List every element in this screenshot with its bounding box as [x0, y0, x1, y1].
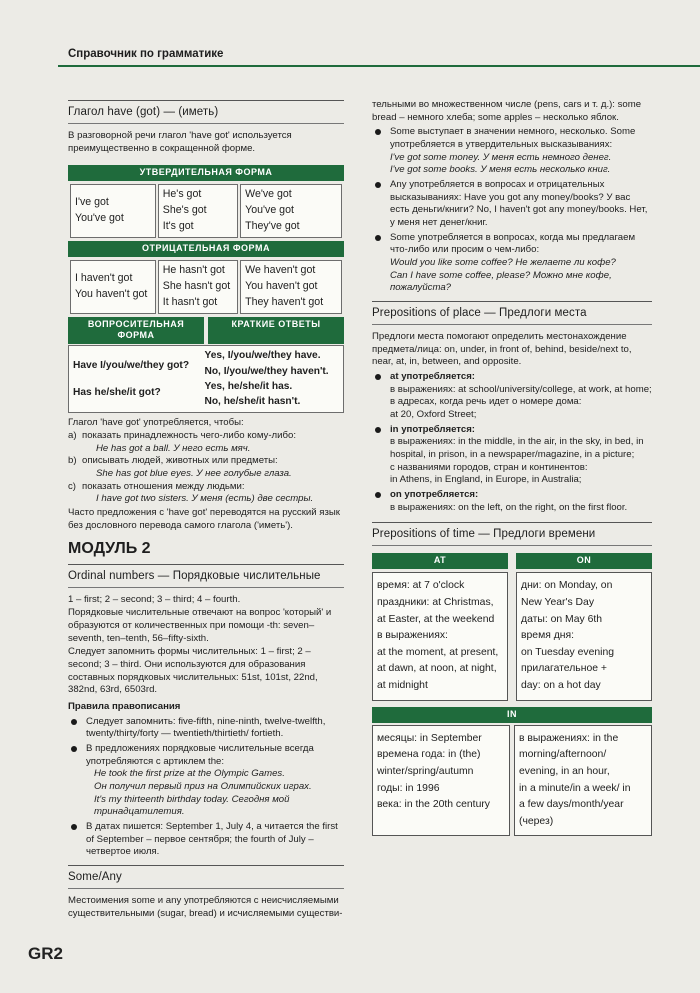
place-title: Prepositions of place — Предлоги места: [372, 301, 652, 325]
negative-cell-1: [70, 260, 156, 314]
ordinals-p1: 1 – first; 2 – second; 3 – third; 4 – fourth.: [68, 593, 241, 605]
time-line: New Year's Day: [521, 596, 595, 608]
page-header: Справочник по грамматике: [68, 48, 224, 60]
time-line: a few days/month/year: [519, 799, 624, 811]
ordinals-title: Ordinal numbers — Порядковые числительные: [68, 564, 344, 588]
bullet-example: Can I have some coffee, please? Можно мне кофе, пожалуйста?: [390, 269, 612, 294]
form-line: They haven't got: [245, 295, 324, 308]
affirmative-table: [68, 182, 344, 240]
place-at-l3: at 20, Oxford Street;: [390, 408, 477, 420]
left-column: [68, 100, 344, 921]
question-cell: [68, 345, 200, 412]
on-label: ON: [516, 553, 652, 569]
place-intro: Предлоги места помогают определить местонахождение предмета/лица: on, under, in front of, behind, beside/next to, near, at, in, between, and opposite.: [372, 331, 632, 368]
short-answers-cell: [200, 345, 344, 412]
time-line: on Tuesday evening: [521, 646, 615, 658]
in-box-right: [514, 725, 652, 837]
time-line: прилагательное +: [521, 663, 607, 675]
page-number: GR2: [28, 944, 63, 963]
time-line: дни: on Monday, on: [521, 580, 613, 592]
time-line: годы: in 1996: [377, 782, 440, 794]
bullet-example: I've got some books. У меня есть несколько книг.: [390, 164, 611, 176]
time-line: время дня:: [521, 630, 575, 642]
usage-text: показать отношения между людьми:: [82, 480, 245, 492]
question-short-labels: [68, 316, 344, 346]
rule-2-ex-1: He took the first prize at the Olympic Games.: [94, 768, 285, 780]
place-on: [372, 489, 652, 514]
time-line: праздники: at Christmas,: [377, 596, 494, 608]
some-any-bullet: [372, 232, 652, 295]
form-line: It's got: [162, 220, 194, 233]
time-line: месяцы: in September: [377, 732, 482, 744]
some-any-continued: тельными во множественном числе (pens, cars и т. д.): some bread – немного хлеба; some apples – несколько яблок.: [372, 99, 642, 123]
time-line: (через): [519, 815, 554, 827]
usage-item: [68, 481, 344, 506]
place-on-l1: в выражениях: on the left, on the right, on the first floor.: [390, 501, 628, 513]
some-any-bullets: [372, 126, 652, 295]
place-at-l2: в адресах, когда речь идет о номере дома:: [390, 396, 582, 408]
form-line: I haven't got: [75, 271, 133, 284]
at-box: [372, 572, 508, 700]
usage-text: описывать людей, животных или предметы:: [82, 455, 278, 467]
place-at-head: at употребляется:: [390, 370, 476, 382]
time-line: morning/afternoon/: [519, 749, 607, 761]
form-line: He's got: [162, 188, 202, 201]
bullet-text: Some употребляется в вопросах, когда мы предлагаем что-либо или просим о чем-либо:: [390, 231, 636, 256]
negative-cell-2: [158, 260, 238, 314]
time-line: in a minute/in a week/ in: [519, 782, 631, 794]
answer-1: Yes, I/you/we/they have.: [204, 350, 321, 362]
at-on-boxes: [372, 572, 652, 700]
form-line: You haven't got: [245, 279, 318, 292]
time-line: времена года: in (the): [377, 749, 481, 761]
spelling-rules-list: [68, 716, 344, 859]
time-line: at dawn, at noon, at night,: [377, 663, 497, 675]
rule-3: В датах пишется: September 1, July 4, а читается the first of September – первое сентября; the fourth of July – четвертое июля.: [68, 821, 344, 859]
have-got-intro: В разговорной речи глагол 'have got' используется преимущественно в сокращенной форме.: [68, 130, 292, 154]
usage-body: [82, 481, 313, 506]
answer-2: No, I/you/we/they haven't.: [204, 365, 329, 377]
header-rule: [58, 65, 700, 67]
affirmative-label: УТВЕРДИТЕЛЬНАЯ ФОРМА: [68, 165, 344, 181]
in-box-left: [372, 725, 510, 837]
affirmative-cell-1: [70, 184, 156, 238]
time-line: at the moment, at present,: [377, 646, 499, 658]
some-any-bullet: [372, 179, 652, 230]
bullet-example: I've got some money. У меня есть немного денег.: [390, 151, 612, 163]
question-table: [68, 345, 344, 412]
time-line: в выражениях: in the: [519, 732, 619, 744]
time-line: время: at 7 o'clock: [377, 580, 465, 592]
form-line: She's got: [162, 204, 207, 217]
negative-cell-3: [240, 260, 342, 314]
place-on-head: on употребляется:: [390, 488, 479, 500]
time-line: at Easter, at the weekend: [377, 613, 495, 625]
place-in-head: in употребляется:: [390, 423, 475, 435]
rule-1: Следует запомнить: five-fifth, nine-ninth, twelve-twelfth, twenty/thirty/forty — twentieth/thirtieth/ fortieth.: [68, 716, 344, 741]
ordinals-p2: Порядковые числительные отвечают на вопрос 'который' и образуются от количественных при помощи -th: seven–seventh, ten–tenth, 56–fifty-sixth.: [68, 607, 332, 644]
some-any-text: Местоимения some и any употребляются с неисчисляемыми существительными (sugar, bread) и исчисляемыми существи-: [68, 895, 343, 919]
usage-example: I have got two sisters. У меня (есть) две сестры.: [96, 493, 314, 505]
time-line: at midnight: [377, 680, 428, 692]
in-boxes: [372, 725, 652, 837]
usage-intro: Глагол 'have got' употребляется, чтобы:: [68, 416, 244, 428]
have-got-title: Глагол have (got) — (иметь): [68, 100, 344, 124]
affirmative-cell-3: [240, 184, 342, 238]
spelling-rules-title: Правила правописания: [68, 700, 181, 712]
place-in-l2: с названиями городов, стран и континентов:: [390, 461, 588, 473]
place-in-l1: в выражениях: in the middle, in the air, in the sky, in bed, in hospital, in prison, in a newspaper/magazine, in a picture;: [390, 436, 644, 460]
short-answers-label: КРАТКИЕ ОТВЕТЫ: [208, 317, 344, 345]
place-at-l1: в выражениях: at school/university/college, at work, at home;: [390, 383, 652, 395]
question-label: ВОПРОСИТЕЛЬНАЯ ФОРМА: [68, 317, 204, 345]
time-line: века: in the 20th century: [377, 799, 490, 811]
question-2: Has he/she/it got?: [73, 386, 161, 398]
bullet-example: Would you like some coffee? Не желаете ли кофе?: [390, 256, 616, 268]
some-any-bullet: [372, 126, 652, 177]
usage-body: [82, 430, 296, 455]
usage-body: [82, 455, 292, 480]
affirmative-cell-2: [158, 184, 238, 238]
form-line: I've got: [75, 196, 109, 209]
at-on-labels: [372, 552, 652, 570]
usage-item: [68, 430, 344, 455]
time-title: Prepositions of time — Предлоги времени: [372, 522, 652, 546]
some-any-title: Some/Any: [68, 865, 344, 889]
bullet-text: Any употребляется в вопросах и отрицательных высказываниях: Have you got any money/books? У вас есть деньги/книги? No, I haven't got any money/books. Нет, у меня нет денег/книг.: [390, 178, 648, 228]
form-line: You haven't got: [75, 287, 148, 300]
place-in: [372, 424, 652, 487]
form-line: You've got: [75, 212, 124, 225]
answer-4: No, he/she/it hasn't.: [204, 396, 301, 408]
place-in-l3: in Athens, in England, in Europe, in Australia;: [390, 474, 582, 486]
form-line: We've got: [245, 188, 292, 201]
usage-marker: b): [68, 455, 77, 467]
rule-2-ex-3: It's my thirteenth birthday today. Сегодня мой тринадцатилетия.: [94, 793, 290, 818]
usage-example: She has got blue eyes. У нее голубые глаза.: [96, 468, 292, 480]
module-2-heading: МОДУЛЬ 2: [68, 540, 151, 558]
form-line: You've got: [245, 204, 294, 217]
time-line: winter/spring/autumn: [377, 765, 474, 777]
time-line: даты: on May 6th: [521, 613, 603, 625]
usage-example: He has got a ball. У него есть мяч.: [96, 442, 251, 454]
usage-marker: c): [68, 480, 76, 492]
time-line: day: on a hot day: [521, 680, 601, 692]
in-label: IN: [372, 707, 652, 723]
rule-2-text: В предложениях порядковые числительные всегда употребляются с артиклем the:: [86, 742, 314, 767]
usage-text: показать принадлежность чего-либо кому-либо:: [82, 430, 296, 442]
ordinals-p3: Следует запомнить формы числительных: 1 – first; 2 – second; 3 – third. Они используются для образования составных порядковых числительных: 51st, 101st, 22nd, 382nd, 63rd, 6503rd.: [68, 646, 318, 696]
usage-marker: a): [68, 430, 77, 442]
negative-table: [68, 258, 344, 316]
place-at: [372, 371, 652, 422]
form-line: It hasn't got: [162, 295, 218, 308]
bullet-text: Some выступает в значении немного, несколько. Some употребляется в утвердительных высказываниях:: [390, 126, 636, 150]
on-box: [516, 572, 652, 700]
form-line: She hasn't got: [162, 279, 231, 292]
have-got-note: Часто предложения с 'have got' переводятся на русский язык без дословного перевода самого глагола ('иметь').: [68, 507, 340, 531]
rule-2-ex-2: Он получил первый приз на Олимпийских играх.: [94, 780, 312, 792]
place-list: [372, 371, 652, 514]
question-1: Have I/you/we/they got?: [73, 359, 190, 371]
time-line: в выражениях:: [377, 630, 448, 642]
negative-label: ОТРИЦАТЕЛЬНАЯ ФОРМА: [68, 241, 344, 257]
usage-item: [68, 455, 344, 480]
form-line: He hasn't got: [162, 263, 225, 276]
at-label: AT: [372, 553, 508, 569]
answer-3: Yes, he/she/it has.: [204, 380, 293, 392]
form-line: They've got: [245, 220, 300, 233]
right-column: [372, 98, 652, 836]
usage-list: [68, 430, 344, 506]
time-line: evening, in an hour,: [519, 765, 610, 777]
form-line: We haven't got: [245, 263, 316, 276]
rule-2: [68, 743, 344, 819]
